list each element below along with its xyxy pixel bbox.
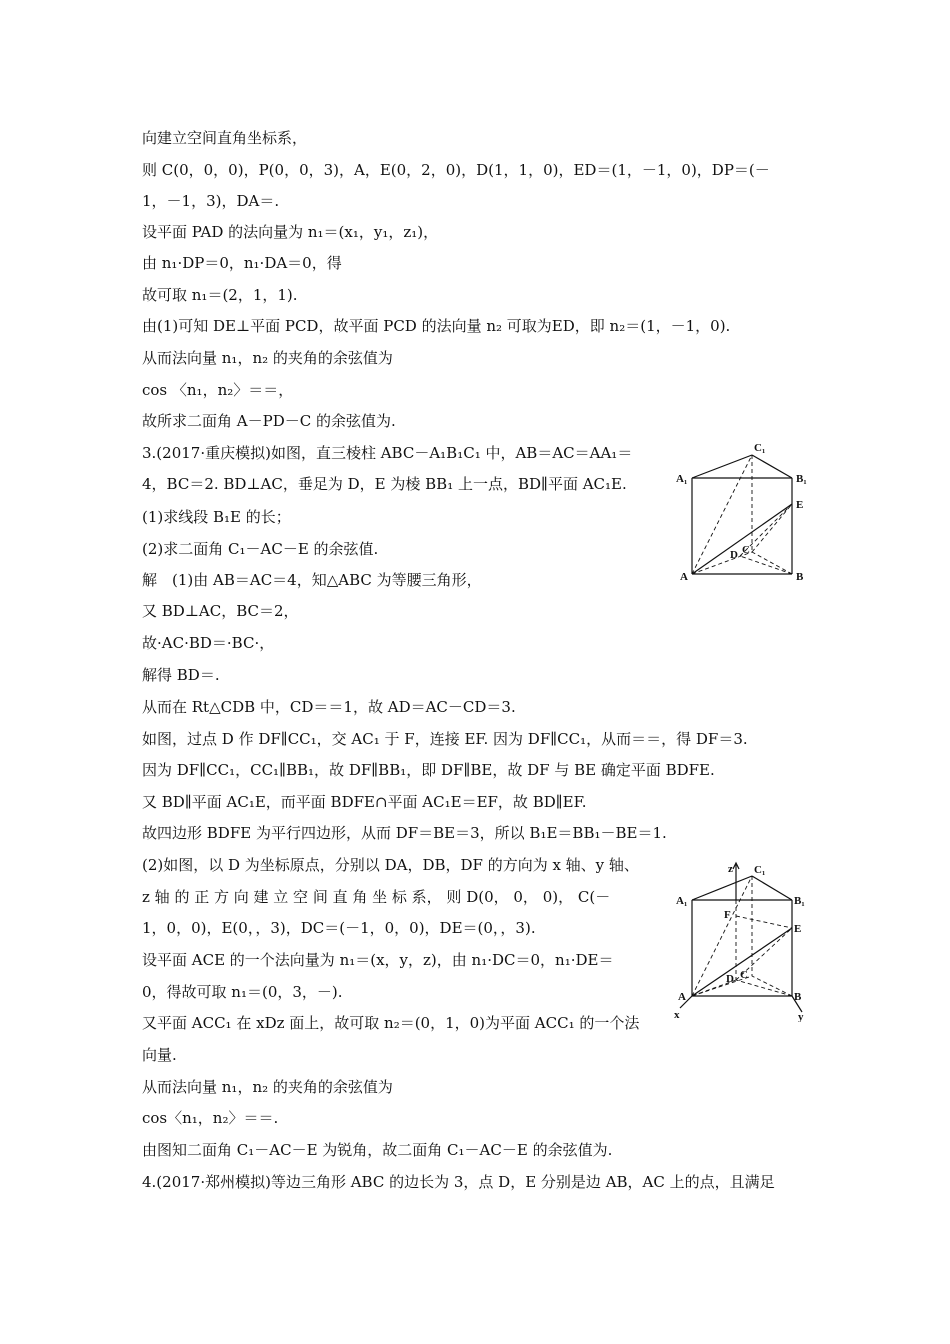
label-B: B [796,571,804,583]
text-line: 因为 DF∥CC₁，CC₁∥BB₁，故 DF∥BB₁，即 DF∥BE，故 DF 与 BE 确定平面 BDFE. [142,761,715,779]
prism-figure-2 [672,858,812,1022]
label-D: D [726,973,734,985]
text-line: 1，－1，3)，DA＝. [142,192,280,210]
text-line: (1)求线段 B₁E 的长； [142,508,291,526]
label-D: D [730,549,738,561]
text-line: 由图知二面角 C₁－AC－E 为锐角，故二面角 C₁－AC－E 的余弦值为. [142,1141,613,1159]
text-line: 又 BD⊥AC，BC＝2， [142,602,299,620]
label-B1: B₁ [796,473,807,485]
text-line: 又 BD∥平面 AC₁E，而平面 BDFE∩平面 AC₁E＝EF，故 BD∥EF. [142,793,587,811]
text-line: (2)求二面角 C₁－AC－E 的余弦值. [142,540,379,558]
label-z: z [728,863,733,875]
prism-figure-1 [672,440,812,588]
text-line: 由(1)可知 DE⊥平面 PCD，故平面 PCD 的法向量 n₂ 可取为ED，即 n₂＝(1，－1，0). [142,317,731,335]
label-A1: A₁ [676,473,688,485]
text-line: 故所求二面角 A－PD－C 的余弦值为. [142,412,396,430]
label-C1: C₁ [754,442,766,454]
text-line: 1，0，0)，E(0，，3)，DC＝(－1，0，0)，DE＝(0，，3). [142,919,536,937]
text-line: 由 n₁·DP＝0，n₁·DA＝0，得 [142,254,342,272]
text-line: 故四边形 BDFE 为平行四边形，从而 DF＝BE＝3，所以 B₁E＝BB₁－BE＝1. [142,824,667,842]
label-E: E [796,499,804,511]
text-line: 从而在 Rt△CDB 中，CD＝＝1，故 AD＝AC－CD＝3. [142,698,516,716]
text-line: 向建立空间直角坐标系， [142,129,308,147]
text-line: z 轴 的 正 方 向 建 立 空 间 直 角 坐 标 系， 则 D(0， 0， 0)， C(－ [142,888,611,906]
text-line: 从而法向量 n₁，n₂ 的夹角的余弦值为 [142,1078,393,1096]
label-B1: B₁ [794,895,805,907]
text-line: cos〈n₁，n₂〉＝＝. [142,1109,279,1127]
text-line: 4.(2017·郑州模拟)等边三角形 ABC 的边长为 3，点 D，E 分别是边 AB，AC 上的点，且满足 [142,1173,775,1191]
text-line: 从而法向量 n₁，n₂ 的夹角的余弦值为 [142,349,393,367]
text-line: cos 〈n₁，n₂〉＝＝， [142,381,294,399]
label-y: y [798,1011,804,1022]
label-A: A [678,991,686,1003]
label-C: C [740,969,748,981]
text-line: 3.(2017·重庆模拟)如图，直三棱柱 ABC－A₁B₁C₁ 中，AB＝AC＝AA₁＝ [142,444,633,462]
label-A1: A₁ [676,895,688,907]
text-line: 设平面 ACE 的一个法向量为 n₁＝(x，y，z)，由 n₁·DC＝0，n₁·DE＝ [142,951,614,969]
text-line: 则 C(0，0，0)，P(0，0，3)，A，E(0，2，0)，D(1，1，0)，ED＝(1，－1，0)，DP＝(－ [142,161,770,179]
text-line: (2)如图，以 D 为坐标原点，分别以 DA，DB，DF 的方向为 x 轴、y 轴、 [142,856,639,874]
label-E: E [794,923,802,935]
text-line: 又平面 ACC₁ 在 xDz 面上，故可取 n₂＝(0，1，0)为平面 ACC₁ 的一个法 [142,1014,640,1032]
label-C: C [742,544,750,556]
label-x: x [674,1009,680,1021]
label-B: B [794,991,802,1003]
text-line: 故·AC·BD＝·BC·， [142,634,275,652]
label-C1: C₁ [754,864,766,876]
label-F: F [724,909,731,921]
text-line: 如图，过点 D 作 DF∥CC₁，交 AC₁ 于 F，连接 EF. 因为 DF∥CC₁，从而＝＝，得 DF＝3. [142,730,748,748]
text-line: 0，得故可取 n₁＝(0，3，－). [142,983,343,1001]
text-line: 4，BC＝2. BD⊥AC，垂足为 D，E 为棱 BB₁ 上一点，BD∥平面 AC₁E. [142,475,627,493]
text-line: 向量. [142,1046,177,1064]
text-line: 解得 BD＝. [142,666,220,684]
label-A: A [680,571,688,583]
text-line: 解 (1)由 AB＝AC＝4，知△ABC 为等腰三角形， [142,571,482,589]
text-line: 设平面 PAD 的法向量为 n₁＝(x₁，y₁，z₁)， [142,223,439,241]
text-line: 故可取 n₁＝(2，1，1). [142,286,298,304]
